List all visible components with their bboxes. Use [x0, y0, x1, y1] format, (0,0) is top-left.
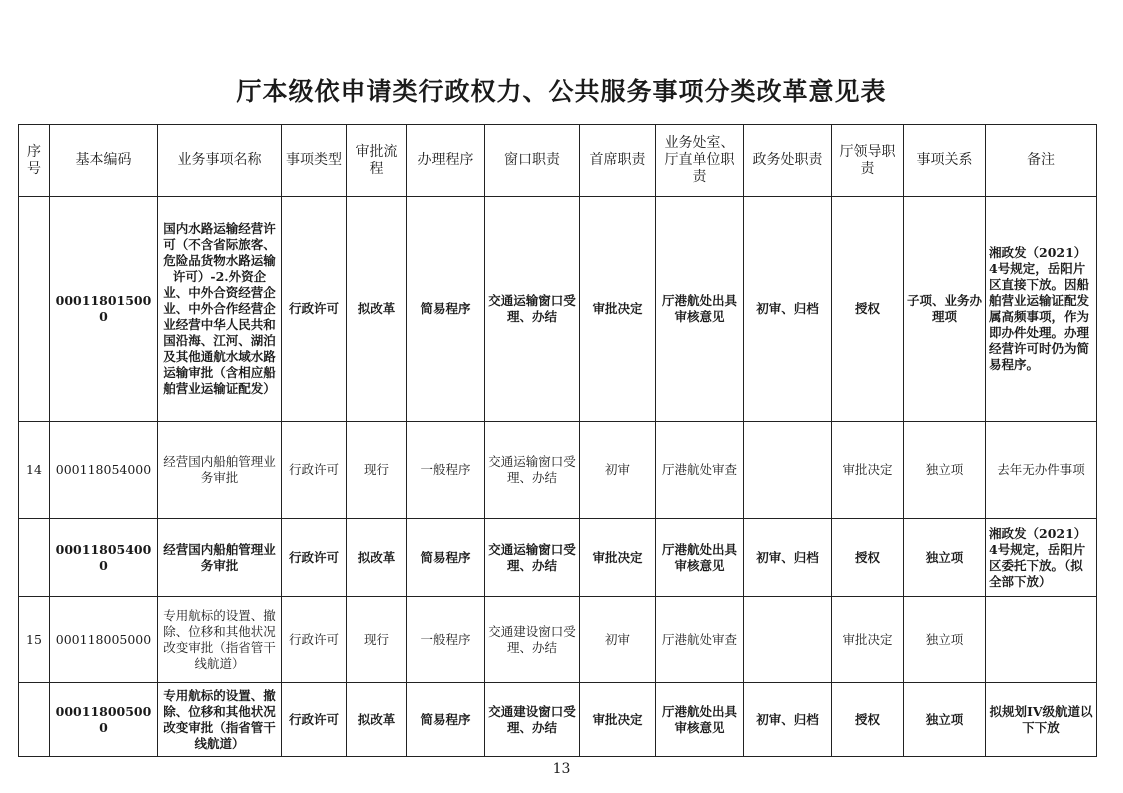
cell-procedure: 简易程序 — [407, 519, 485, 597]
cell-remark: 去年无办件事项 — [986, 422, 1097, 519]
cell-name: 国内水路运输经营许可（不含省际旅客、危险品货物水路运输许可）-2.外资企业、中外合资经营企业、中外合作经营企业经营中华人民共和国沿海、江河、湖泊及其他通航水域水路运输审批（含相应船舶营业运输证配发） — [158, 197, 282, 422]
cell-remark: 湘政发（2021）4号规定，岳阳片区委托下放。（拟全部下放） — [986, 519, 1097, 597]
header-flow: 审批流程 — [347, 125, 407, 197]
cell-name: 专用航标的设置、撤除、位移和其他状况改变审批（指省管干线航道） — [158, 683, 282, 757]
cell-code: 000118054000 — [50, 422, 158, 519]
cell-remark: 拟规划IV级航道以下下放 — [986, 683, 1097, 757]
cell-gov: 初审、归档 — [744, 197, 832, 422]
cell-flow: 拟改革 — [347, 519, 407, 597]
table-row — [19, 519, 1097, 597]
table-row — [19, 422, 1097, 519]
cell-dept: 厅港航处审查 — [656, 422, 744, 519]
cell-flow: 拟改革 — [347, 683, 407, 757]
cell-seq: 14 — [19, 422, 50, 519]
cell-remark — [986, 597, 1097, 683]
cell-leader: 审批决定 — [832, 597, 904, 683]
header-type: 事项类型 — [282, 125, 347, 197]
cell-chief: 初审 — [580, 597, 656, 683]
cell-type: 行政许可 — [282, 683, 347, 757]
table-row — [19, 597, 1097, 683]
cell-remark: 湘政发（2021）4号规定，岳阳片区直接下放。因船舶营业运输证配发属高频事项，作为即办件处理。办理经营许可时仍为简易程序。 — [986, 197, 1097, 422]
cell-code: 000118005000 — [50, 683, 158, 757]
table-header-row — [19, 125, 1097, 197]
page-number: 13 — [552, 761, 571, 777]
header-relation: 事项关系 — [904, 125, 986, 197]
cell-type: 行政许可 — [282, 519, 347, 597]
cell-seq — [19, 197, 50, 422]
header-procedure: 办理程序 — [407, 125, 485, 197]
header-code: 基本编码 — [50, 125, 158, 197]
header-window: 窗口职责 — [485, 125, 580, 197]
cell-chief: 初审 — [580, 422, 656, 519]
cell-flow: 现行 — [347, 422, 407, 519]
cell-leader: 授权 — [832, 683, 904, 757]
cell-relation: 独立项 — [904, 519, 986, 597]
cell-type: 行政许可 — [282, 197, 347, 422]
cell-chief: 审批决定 — [580, 519, 656, 597]
cell-name: 经营国内船舶管理业务审批 — [158, 519, 282, 597]
cell-gov: 初审、归档 — [744, 519, 832, 597]
cell-code: 000118005000 — [50, 597, 158, 683]
cell-seq — [19, 519, 50, 597]
cell-gov — [744, 422, 832, 519]
page-title: 厅本级依申请类行政权力、公共服务事项分类改革意见表 — [236, 77, 887, 106]
header-leader: 厅领导职责 — [832, 125, 904, 197]
cell-window: 交通运输窗口受理、办结 — [485, 197, 580, 422]
cell-window: 交通建设窗口受理、办结 — [485, 597, 580, 683]
header-seq: 序号 — [19, 125, 50, 197]
header-remark: 备注 — [986, 125, 1097, 197]
cell-relation: 独立项 — [904, 597, 986, 683]
cell-leader: 授权 — [832, 519, 904, 597]
cell-code: 000118015000 — [50, 197, 158, 422]
table-row — [19, 683, 1097, 757]
cell-window: 交通运输窗口受理、办结 — [485, 422, 580, 519]
cell-dept: 厅港航处出具审核意见 — [656, 683, 744, 757]
cell-procedure: 一般程序 — [407, 597, 485, 683]
table-row — [19, 197, 1097, 422]
cell-procedure: 一般程序 — [407, 422, 485, 519]
cell-relation: 独立项 — [904, 683, 986, 757]
header-dept: 业务处室、厅直单位职责 — [656, 125, 744, 197]
cell-name: 经营国内船舶管理业务审批 — [158, 422, 282, 519]
cell-type: 行政许可 — [282, 597, 347, 683]
cell-dept: 厅港航处出具审核意见 — [656, 197, 744, 422]
cell-relation: 独立项 — [904, 422, 986, 519]
cell-procedure: 简易程序 — [407, 683, 485, 757]
cell-chief: 审批决定 — [580, 197, 656, 422]
cell-dept: 厅港航处出具审核意见 — [656, 519, 744, 597]
cell-seq — [19, 683, 50, 757]
cell-window: 交通建设窗口受理、办结 — [485, 683, 580, 757]
cell-flow: 拟改革 — [347, 197, 407, 422]
cell-type: 行政许可 — [282, 422, 347, 519]
cell-chief: 审批决定 — [580, 683, 656, 757]
header-name: 业务事项名称 — [158, 125, 282, 197]
cell-leader: 授权 — [832, 197, 904, 422]
cell-dept: 厅港航处审查 — [656, 597, 744, 683]
cell-seq: 15 — [19, 597, 50, 683]
cell-gov: 初审、归档 — [744, 683, 832, 757]
header-chief: 首席职责 — [580, 125, 656, 197]
cell-code: 000118054000 — [50, 519, 158, 597]
cell-name: 专用航标的设置、撤除、位移和其他状况改变审批（指省管干线航道） — [158, 597, 282, 683]
cell-relation: 子项、业务办理项 — [904, 197, 986, 422]
cell-procedure: 简易程序 — [407, 197, 485, 422]
cell-window: 交通运输窗口受理、办结 — [485, 519, 580, 597]
cell-flow: 现行 — [347, 597, 407, 683]
reform-table — [18, 124, 1097, 757]
cell-gov — [744, 597, 832, 683]
cell-leader: 审批决定 — [832, 422, 904, 519]
header-gov: 政务处职责 — [744, 125, 832, 197]
